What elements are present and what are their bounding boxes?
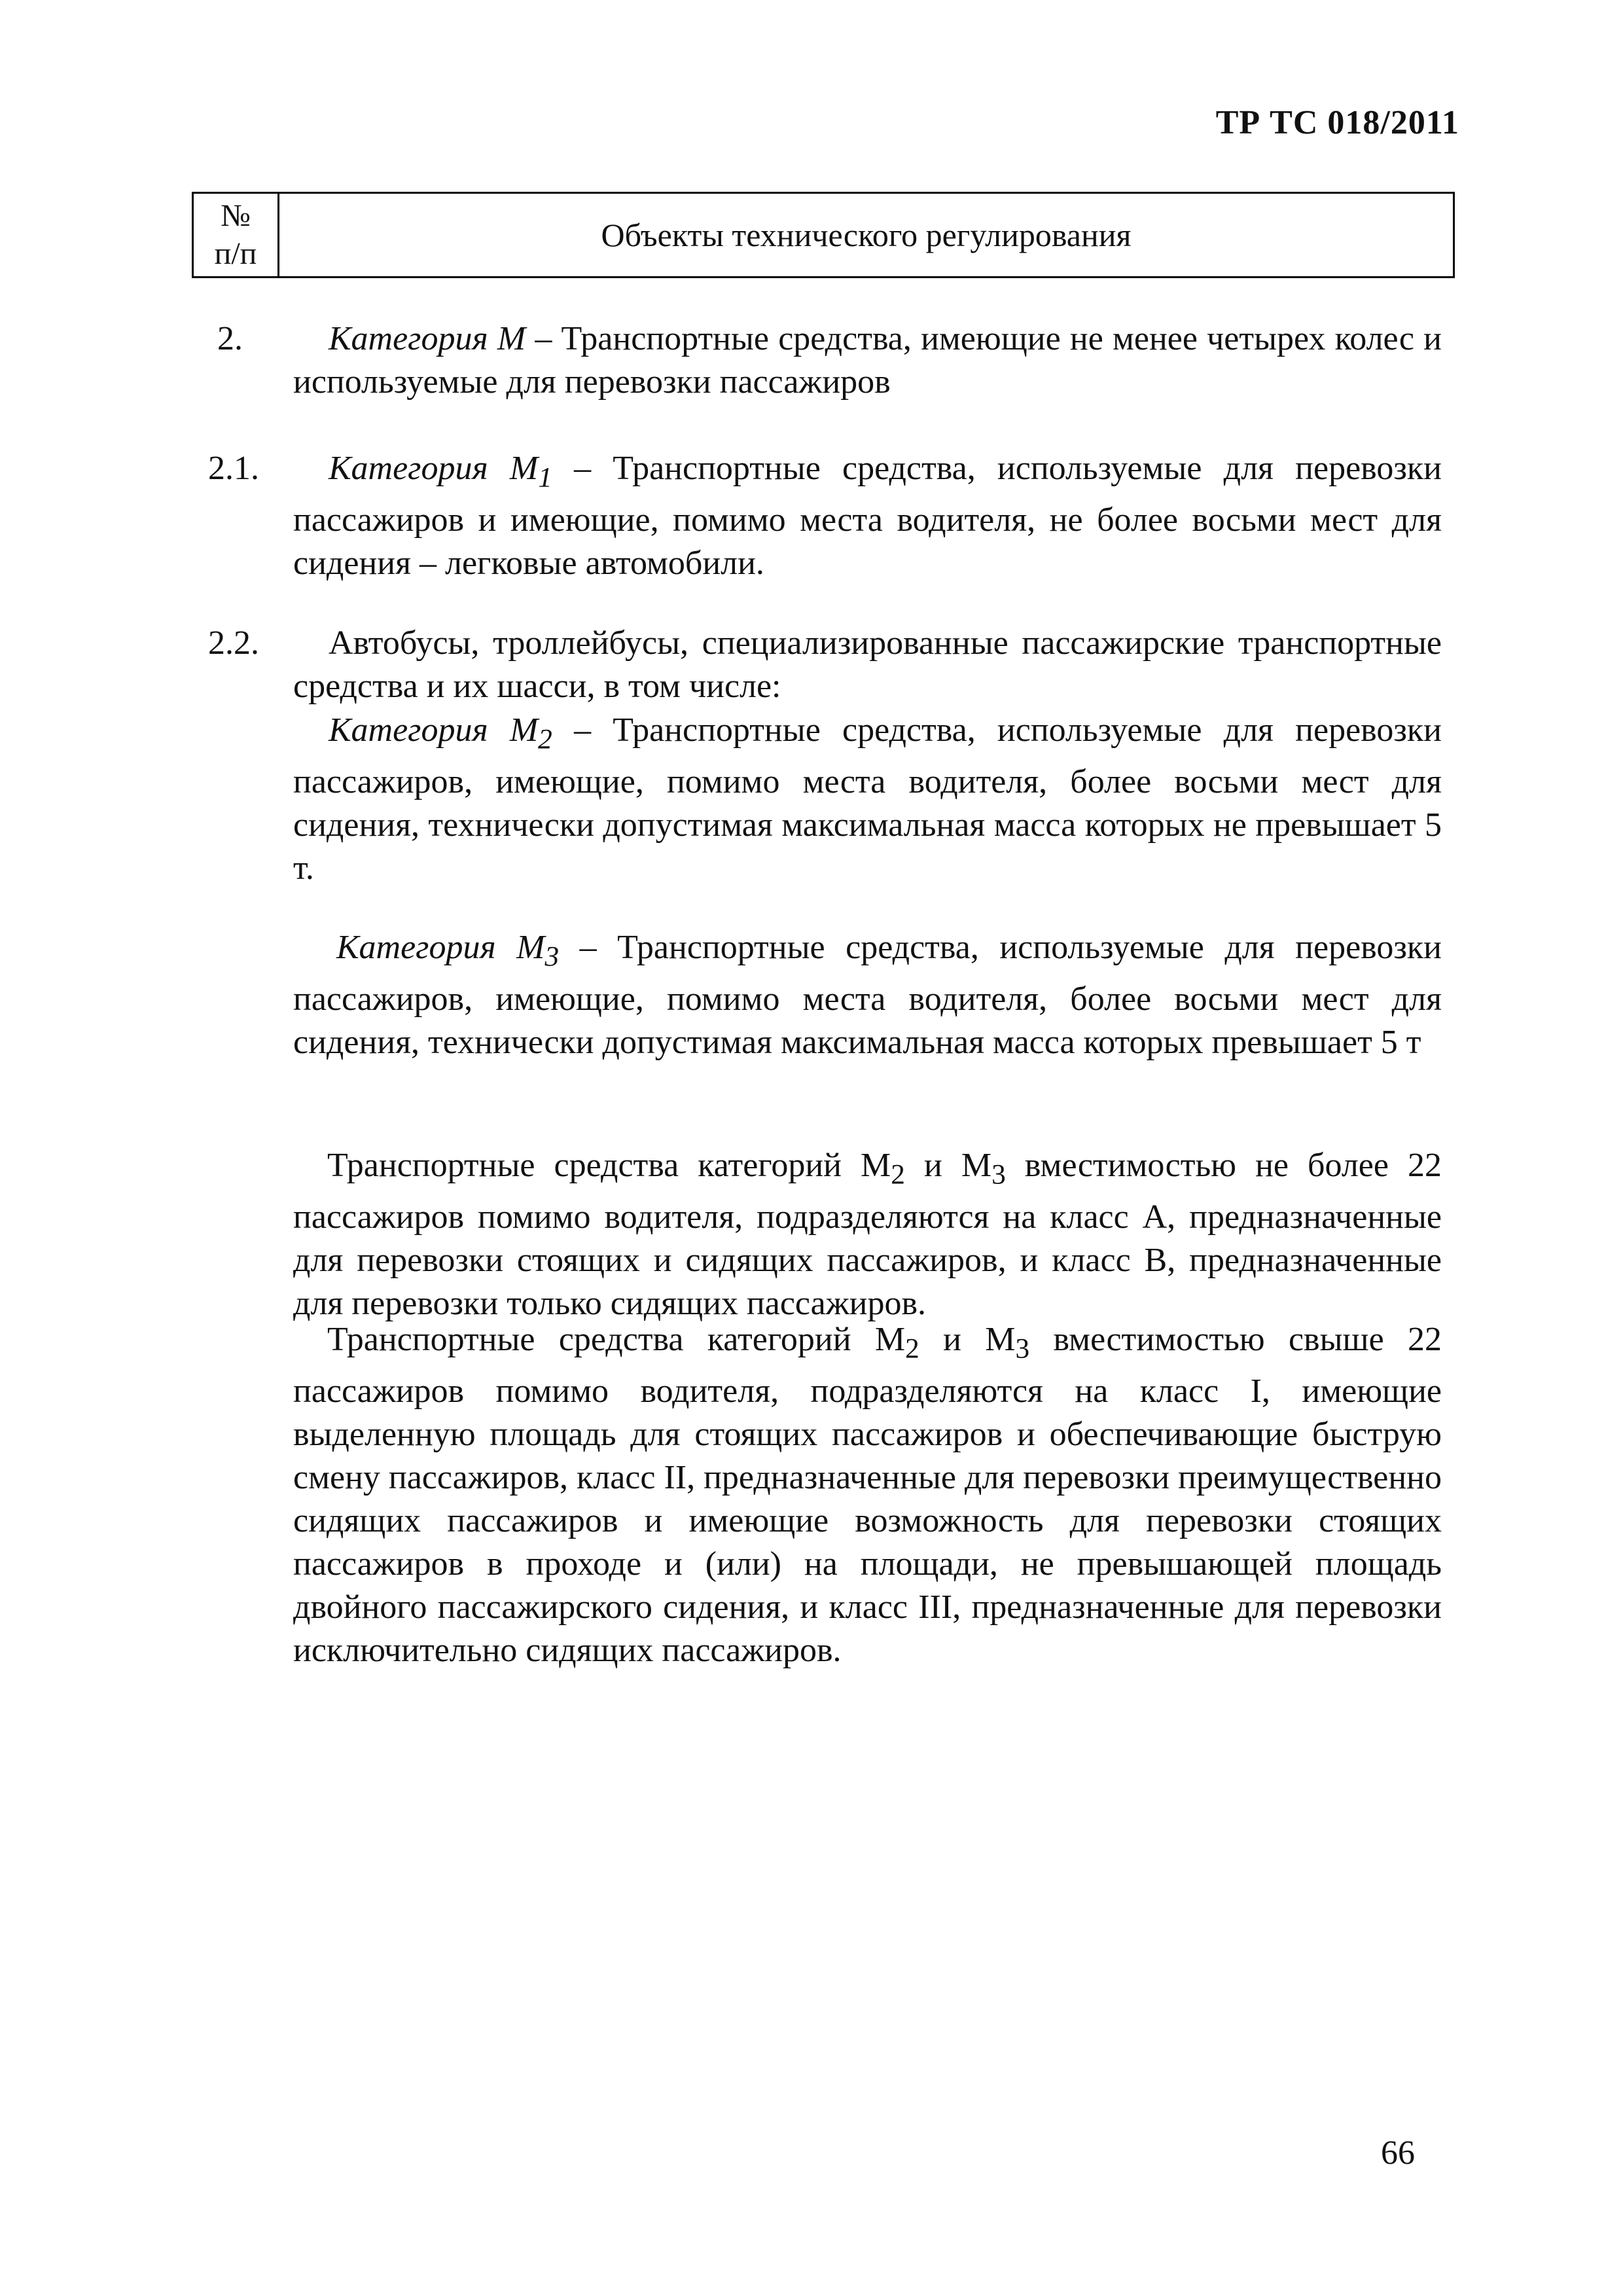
subscript: 3 — [1015, 1333, 1030, 1365]
number-abbrev: п/п — [214, 236, 257, 271]
table-header — [192, 192, 1455, 278]
category-description: – Транспортные средства, используемые для перевозки пассажиров, имеющие, помимо места водителя, более восьми мест для сидения, технически допустимая максимальная масса которых превышает 5 т — [293, 929, 1442, 1062]
text-part: и М — [919, 1321, 1016, 1358]
item-number: 2. — [217, 320, 243, 357]
subscript: 2 — [891, 1158, 905, 1191]
item-text — [293, 709, 1442, 890]
number-sign: № — [221, 198, 251, 233]
text-part: вместимостью не более 22 пассажиров помимо водителя, подразделяются на класс А, предназначенные для перевозки стоящих и сидящих пассажиров, и класс В, предназначенные для перевозки только сидящих пассажиров. — [293, 1147, 1442, 1323]
number-column-header — [194, 194, 279, 276]
classes-paragraph-i-ii-iii — [293, 1318, 1442, 1672]
item-intro: Автобусы, троллейбусы, специализированные пассажирские транспортные средства и их шасси, в том числе: — [293, 624, 1442, 705]
item-text — [293, 926, 1442, 1064]
subscript: 3 — [991, 1158, 1006, 1191]
item-text — [293, 317, 1442, 404]
item-text — [293, 447, 1442, 585]
page-number: 66 — [1381, 2134, 1415, 2172]
category-label: Категория М — [329, 711, 539, 749]
text-part: Транспортные средства категорий М — [327, 1321, 906, 1358]
objects-column-header: Объекты технического регулирования — [601, 217, 1132, 253]
text-part: вместимостью свыше 22 пассажиров помимо водителя, подразделяются на класс I, имеющие выделенную площадь для стоящих пассажиров и обеспечивающие быструю смену пассажиров, класс II, предназначенные для перевозки преимущественно сидящих пассажиров и имеющие возможность для перевозки стоящих пассажиров в проходе и (или) на площади, не превышающей площадь двойного пассажирского сидения, и класс III, предназначенные для перевозки исключительно сидящих пассажиров. — [293, 1321, 1442, 1670]
category-subscript: 2 — [538, 723, 552, 755]
text-part: Транспортные средства категорий М — [327, 1147, 891, 1184]
category-description: – Транспортные средства, используемые для перевозки пассажиров и имеющие, помимо места водителя, не более восьми мест для сидения – легковые автомобили. — [293, 450, 1442, 583]
text-part: и М — [904, 1147, 992, 1184]
document-code: ТР ТС 018/2011 — [1215, 104, 1459, 141]
classes-paragraph-a-b — [293, 1144, 1442, 1325]
category-label: Категория М — [329, 450, 539, 487]
category-subscript: 3 — [544, 941, 560, 973]
category-label: Категория М — [329, 320, 526, 357]
category-subscript: 1 — [538, 461, 552, 493]
category-description: – Транспортные средства, имеющие не менее четырех колес и используемые для перевозки пассажиров — [293, 320, 1442, 401]
subscript: 2 — [905, 1333, 919, 1365]
category-label: Категория М — [336, 929, 545, 966]
item-number: 2.2. — [208, 624, 259, 662]
item-number: 2.1. — [208, 450, 259, 487]
category-description: – Транспортные средства, используемые для перевозки пассажиров, имеющие, помимо места водителя, более восьми мест для сидения, технически допустимая максимальная масса которых не превышает 5 т. — [293, 711, 1442, 888]
